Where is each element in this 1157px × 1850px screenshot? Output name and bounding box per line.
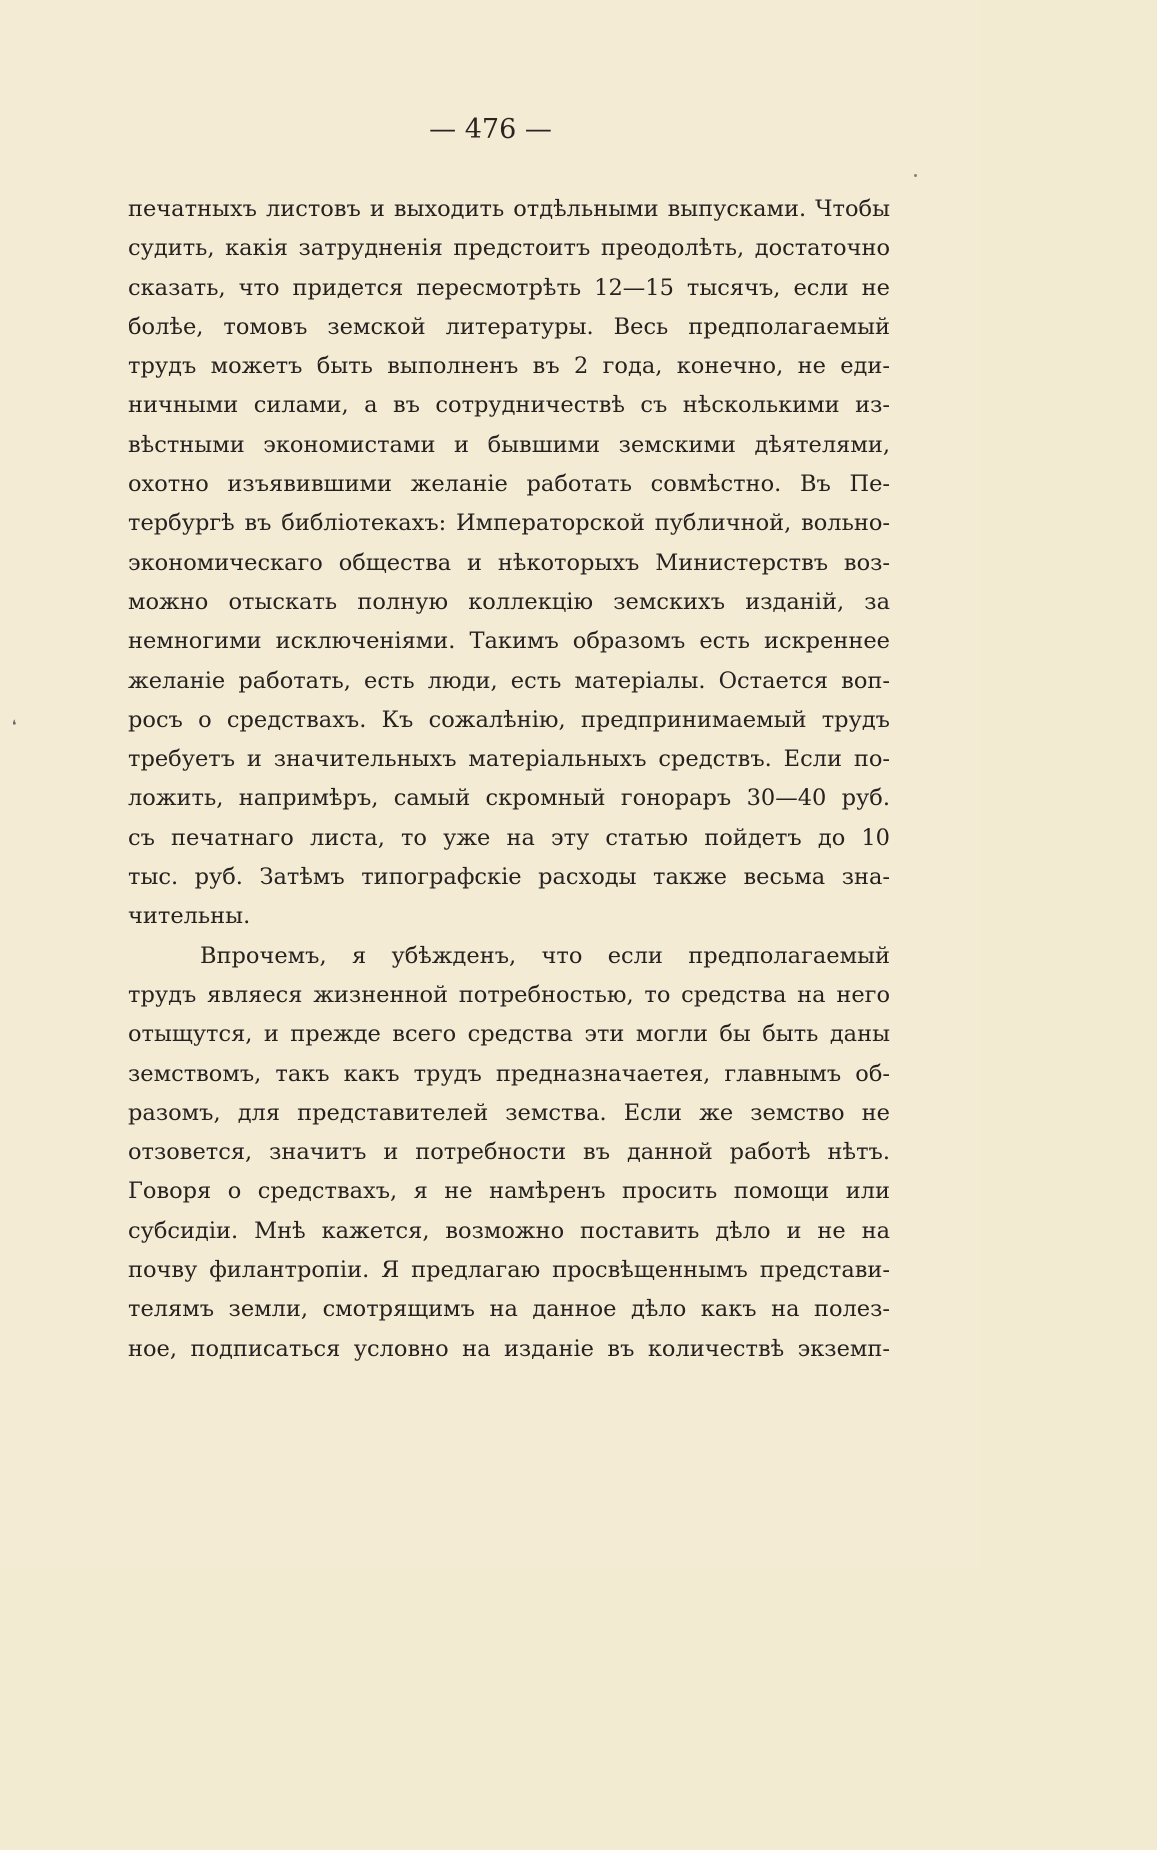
text-line: желаніе работать, есть люди, есть матеріалы. Остается воп- xyxy=(128,667,890,694)
text-line: печатныхъ листовъ и выходить отдѣльными выпусками. Чтобы xyxy=(128,196,890,222)
text-line: земствомъ, такъ какъ трудъ предназначаетея, главнымъ об- xyxy=(128,1060,890,1087)
text-line: почву филантропіи. Я предлагаю просвѣщеннымъ представи- xyxy=(128,1257,890,1284)
text-line: тербургѣ въ библіотекахъ: Императорской публичной, вольно- xyxy=(128,510,890,537)
text-line: чительны. xyxy=(128,903,251,930)
text-line: можно отыскать полную коллекцію земскихъ изданій, за xyxy=(128,588,890,615)
text-line: судить, какія затрудненія предстоитъ преодолѣть, достаточно xyxy=(128,235,890,262)
text-line: Впрочемъ, я убѣжденъ, что если предполагаемый xyxy=(200,942,890,969)
text-line: отзовется, значитъ и потребности въ данной работѣ нѣтъ. xyxy=(128,1139,890,1166)
page-number: — 476 — xyxy=(429,114,552,145)
text-line: болѣе, томовъ земской литературы. Весь предполагаемый xyxy=(128,313,890,340)
paragraph-1 xyxy=(128,190,890,937)
text-line: Говоря о средствахъ, я не намѣренъ просить помощи или xyxy=(128,1178,890,1205)
text-line: субсидіи. Мнѣ кажется, возможно поставить дѣло и не на xyxy=(128,1217,890,1244)
ink-speck xyxy=(914,174,917,177)
text-line: экономическаго общества и нѣкоторыхъ Министерствъ воз- xyxy=(128,549,890,576)
text-line: ничными силами, а въ сотрудничествѣ съ нѣсколькими из- xyxy=(128,392,890,419)
text-line: съ печатнаго листа, то уже на эту статью пойдетъ до 10 xyxy=(128,824,890,851)
text-line: тыс. руб. Затѣмъ типографскіе расходы также весьма зна- xyxy=(128,864,890,891)
text-line: сказать, что придется пересмотрѣть 12—15 тысячъ, если не xyxy=(128,274,890,301)
text-line: ложить, напримѣръ, самый скромный гонораръ 30—40 руб. xyxy=(128,785,890,812)
text-line: росъ о средствахъ. Къ сожалѣнію, предпринимаемый трудъ xyxy=(128,706,890,733)
text-line: охотно изъявившими желаніе работать совмѣстно. Въ Пе- xyxy=(128,471,890,498)
text-line: отыщутся, и прежде всего средства эти могли бы быть даны xyxy=(128,1021,890,1048)
body-text xyxy=(128,190,890,1369)
text-line: разомъ, для представителей земства. Если же земство не xyxy=(128,1099,890,1126)
text-line: трудъ можетъ быть выполненъ въ 2 года, конечно, не еди- xyxy=(128,353,890,380)
text-line: вѣстными экономистами и бывшими земскими дѣятелями, xyxy=(128,431,890,458)
margin-mark: ❛ xyxy=(12,718,17,734)
text-line: требуетъ и значительныхъ матеріальныхъ средствъ. Если по- xyxy=(128,746,890,773)
text-line: ное, подписаться условно на изданіе въ количествѣ экземп- xyxy=(128,1335,890,1362)
paragraph-2 xyxy=(128,937,890,1369)
text-line: немногими исключеніями. Такимъ образомъ есть искреннее xyxy=(128,628,890,655)
text-line: телямъ земли, смотрящимъ на данное дѣло какъ на полез- xyxy=(128,1296,890,1323)
text-line: трудъ являеся жизненной потребностью, то средства на него xyxy=(128,981,890,1008)
